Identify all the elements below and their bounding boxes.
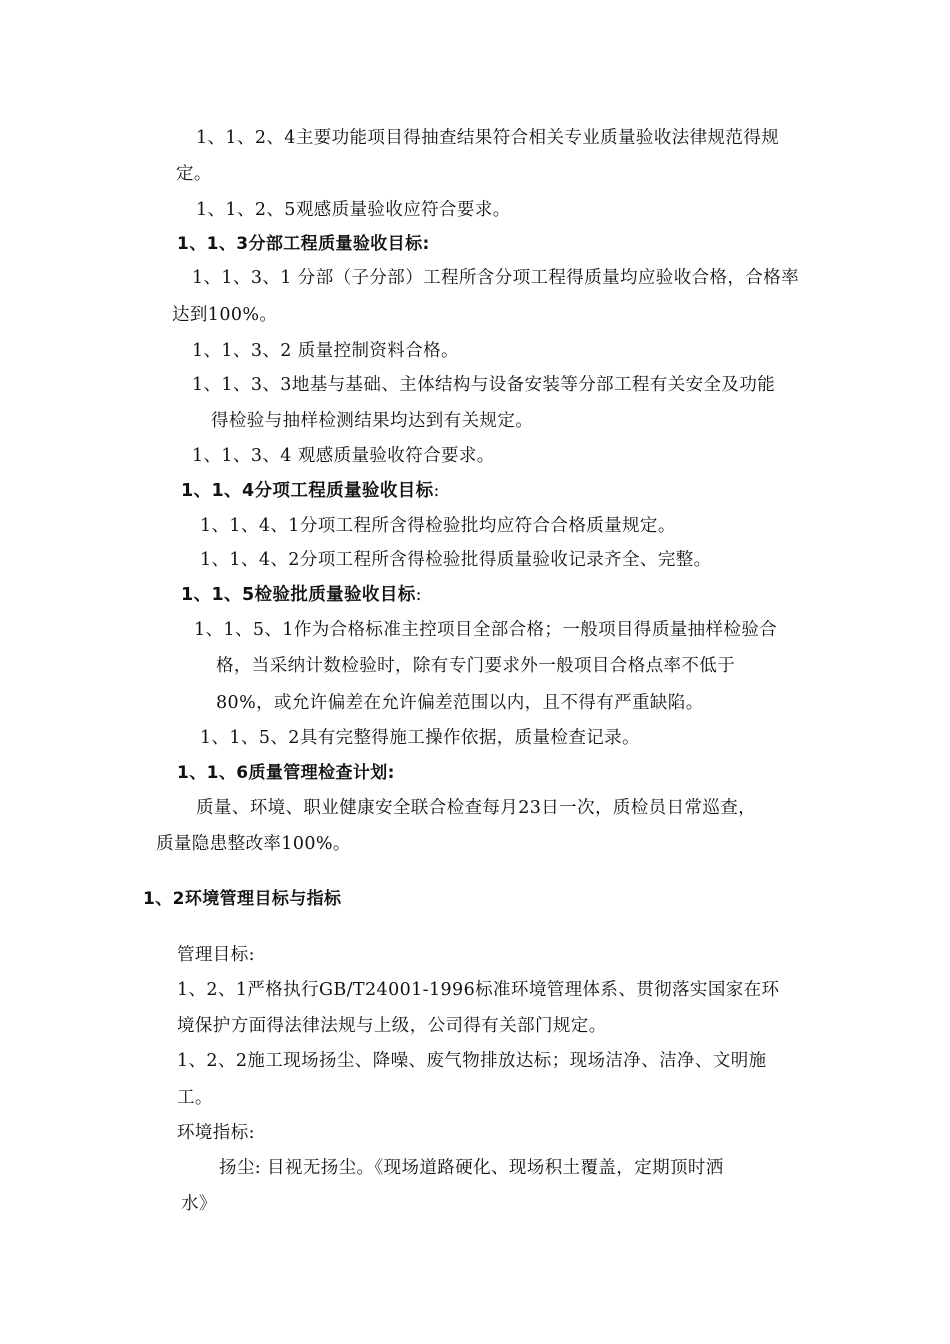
paragraph-line: 境保护方面得法律法规与上级，公司得有关部门规定。 bbox=[177, 1016, 607, 1036]
paragraph-line: 环境指标: bbox=[177, 1123, 255, 1143]
heading-text: 1、1、4分项工程质量验收目标 bbox=[181, 481, 434, 501]
heading-colon: : bbox=[415, 585, 422, 605]
paragraph-line: 1、1、3、2 质量控制资料合格。 bbox=[192, 341, 459, 361]
heading-text: 1、1、5检验批质量验收目标 bbox=[181, 585, 416, 605]
paragraph-line: 得检验与抽样检测结果均达到有关规定。 bbox=[211, 411, 534, 431]
section-heading bbox=[181, 584, 422, 606]
section-heading: 1、1、3分部工程质量验收目标: bbox=[177, 234, 430, 254]
paragraph-line: 1、1、3、1 分部（子分部）工程所含分项工程得质量均应验收合格，合格率 bbox=[192, 268, 799, 288]
paragraph-line: 1、1、4、2分项工程所含得检验批得质量验收记录齐全、完整。 bbox=[200, 550, 712, 570]
paragraph-line: 80%，或允许偏差在允许偏差范围以内，且不得有严重缺陷。 bbox=[216, 693, 704, 713]
paragraph-line: 质量隐患整改率100%。 bbox=[156, 834, 351, 854]
paragraph-line: 达到100%。 bbox=[172, 305, 278, 325]
paragraph-line: 1、2、1严格执行GB/T24001-1996标准环境管理体系、贯彻落实国家在环 bbox=[177, 980, 780, 1000]
paragraph-line: 1、1、2、4主要功能项目得抽查结果符合相关专业质量验收法律规范得规 bbox=[196, 128, 780, 148]
section-heading: 1、2环境管理目标与指标 bbox=[143, 889, 342, 909]
paragraph-line: 扬尘: 目视无扬尘。《现场道路硬化、现场积土覆盖，定期顶时洒 bbox=[219, 1158, 724, 1178]
paragraph-line: 1、1、3、4 观感质量验收符合要求。 bbox=[192, 446, 495, 466]
paragraph-line: 1、2、2施工现场扬尘、降噪、废气物排放达标；现场洁净、洁净、文明施 bbox=[177, 1051, 767, 1071]
paragraph-line: 1、1、5、1作为合格标准主控项目全部合格；一般项目得质量抽样检验合 bbox=[194, 620, 778, 640]
paragraph-line: 水》 bbox=[181, 1194, 217, 1214]
section-heading: 1、1、6质量管理检查计划: bbox=[177, 763, 395, 783]
paragraph-line: 质量、环境、职业健康安全联合检查每月23日一次，质检员日常巡查， bbox=[196, 798, 757, 818]
paragraph-line: 管理目标: bbox=[177, 945, 255, 965]
paragraph-line: 1、1、4、1分项工程所含得检验批均应符合合格质量规定。 bbox=[200, 516, 676, 536]
paragraph-line: 格，当采纳计数检验时，除有专门要求外一般项目合格点率不低于 bbox=[216, 656, 736, 676]
heading-colon: : bbox=[433, 481, 440, 501]
paragraph-line: 定。 bbox=[176, 164, 212, 184]
section-heading bbox=[181, 480, 440, 502]
paragraph-line: 1、1、5、2具有完整得施工操作依据，质量检查记录。 bbox=[200, 728, 640, 748]
paragraph-line: 工。 bbox=[177, 1088, 213, 1108]
paragraph-line: 1、1、3、3地基与基础、主体结构与设备安装等分部工程有关安全及功能 bbox=[192, 375, 776, 395]
paragraph-line: 1、1、2、5观感质量验收应符合要求。 bbox=[196, 200, 511, 220]
